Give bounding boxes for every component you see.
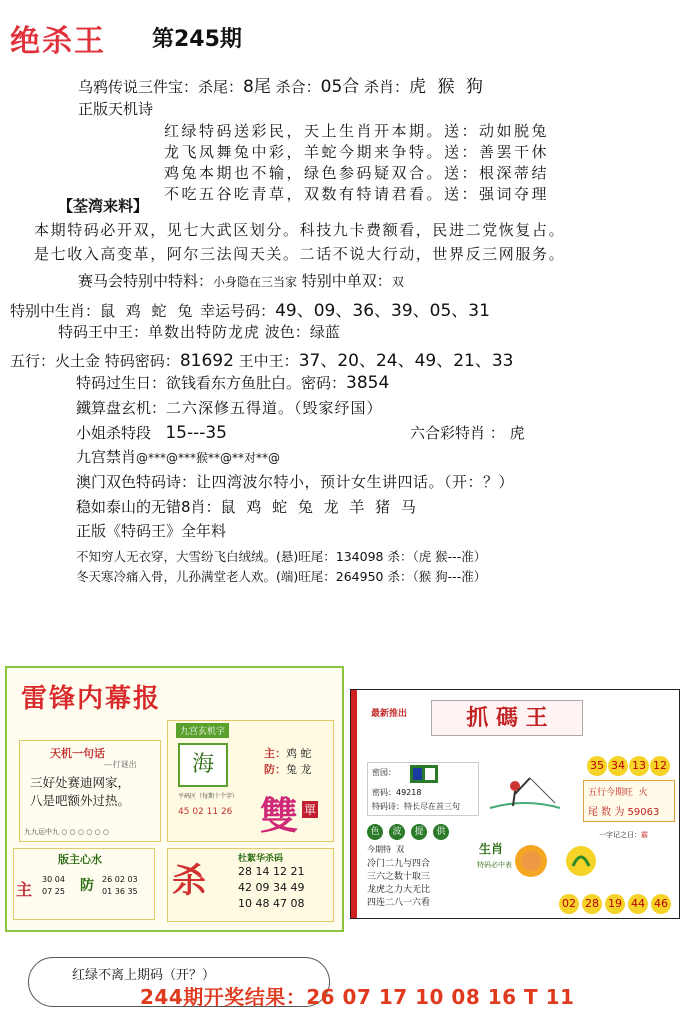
bottom-ball: 19 <box>605 894 625 914</box>
leifeng-title: 雷锋内幕报 <box>21 684 162 714</box>
banzhu-box <box>13 848 155 920</box>
shaxiao-row: 10 48 47 08 <box>238 897 305 910</box>
flag-icon <box>410 765 438 783</box>
bottom-ball: 02 <box>559 894 579 914</box>
mima2-value: 49218 <box>396 788 422 797</box>
kill-xiao-label: 杀肖： <box>359 78 410 96</box>
bottom-line: 冬天寒冷痛入骨，儿孙满堂老人欢。(端)旺尾：264950 杀：（猴 狗---准） <box>76 569 487 584</box>
jiugong-title: 九宫玄机字 <box>176 723 229 738</box>
lingqi-label: 今期特 <box>367 845 391 854</box>
tag-chip: 色 <box>367 824 383 840</box>
saima-hint: 小身隐在三当家 <box>213 275 298 289</box>
leifeng-panel <box>5 666 344 932</box>
row-zhengban: 正版《特码王》全年料 <box>76 522 227 540</box>
guosheng-value: 欲钱看东方鱼肚白。 <box>166 374 302 392</box>
yizi-value: 霸 <box>641 831 648 839</box>
hai-char: 海 <box>178 743 228 787</box>
wzw-label: 王中王： <box>233 352 299 370</box>
zodiac-icon <box>501 836 561 886</box>
tianji-box <box>19 740 161 842</box>
row-wuxing <box>10 346 513 371</box>
wxw-row <box>588 785 648 798</box>
fang2-char: 防 <box>80 878 94 894</box>
bottom-ball: 44 <box>628 894 648 914</box>
wsw-label: 尾 数 为 <box>588 807 625 818</box>
para-line: 是七收入高变革，阿尔三法闯天关。二话不说大行动，世界反三网服务。 <box>34 245 566 263</box>
zmw-poem-line: 龙虎之力大无比 <box>367 885 431 895</box>
grid1-row: 30 04 <box>42 875 65 884</box>
zhu2-char: 主 <box>16 880 33 899</box>
aomen-value: 让四湾波尔特小，预计女生讲四话。（开：？） <box>196 473 515 491</box>
row-xiaojie <box>76 422 227 443</box>
cloud-text: 红绿不离上期码（开？） <box>72 968 216 983</box>
shengxiao-label: 特别中生肖： <box>10 302 101 320</box>
fisherman-icon <box>485 768 565 818</box>
red-stripe <box>351 690 357 918</box>
tiesuan-value: 二六深修五得道。（毁家纾国） <box>166 399 383 417</box>
danshuang: 双 <box>391 275 404 289</box>
wxw-value: 火 <box>638 788 648 798</box>
xiaojie-value: 15---35 <box>165 423 227 443</box>
wuya-line <box>78 72 486 97</box>
tmsh-row <box>372 801 460 812</box>
row-tmw <box>58 321 340 342</box>
bose-label: 波色： <box>260 323 310 341</box>
yizi-row <box>599 830 648 840</box>
poem-line: 不吃五谷吃青草，双数有特请君看。送：强词夺理 <box>164 185 550 203</box>
lingqi-row <box>367 844 404 855</box>
row-shengxiao <box>10 296 490 321</box>
mima-box <box>367 762 479 816</box>
dan-char: 單 <box>304 803 317 817</box>
tianji-sub: ---打谜出 <box>104 760 137 769</box>
kill-tail: 8尾 <box>243 77 271 97</box>
pingqu-nums: 45 02 11 26 <box>178 807 233 817</box>
tag-chip: 供 <box>433 824 449 840</box>
row-wenru <box>76 496 419 517</box>
mima2-label: 密码： <box>372 788 396 797</box>
fang-label: 防： <box>264 763 286 776</box>
wuxing-box <box>583 780 675 822</box>
jiugong-label: 九宫禁肖 <box>76 448 137 466</box>
poem-line: 龙飞凤舞兔中彩，羊蛇今期来争特。送：善罢干休 <box>164 143 550 161</box>
top-ball: 34 <box>608 756 628 776</box>
shaxiao-box <box>167 848 334 922</box>
saima-label: 赛马会特别中特料： <box>78 272 214 290</box>
liuhe <box>410 422 525 443</box>
jiugong-box <box>167 720 334 842</box>
mm-value: 3854 <box>346 373 390 393</box>
mima2-row <box>372 787 421 798</box>
wzw-value: 37、20、24、49、21、33 <box>298 351 514 371</box>
bottom-line: 不知穷人无衣穿，大雪纷飞白绒绒。(悬)旺尾：134098 杀：（虎 猴---准） <box>76 549 487 564</box>
section-tag: 【荃湾来料】 <box>58 197 149 215</box>
zhu-row <box>264 745 312 761</box>
zmw-poem-line: 四连二八一六看 <box>367 898 431 908</box>
grid2-row: 01 36 35 <box>102 887 138 896</box>
row-tiesuan <box>76 397 383 418</box>
top-ball: 12 <box>650 756 670 776</box>
guosheng-label: 特码过生日： <box>76 374 167 392</box>
yizi-label: 一字记之日： <box>599 831 641 839</box>
row-aomen <box>76 471 514 492</box>
fang-value: 兔 龙 <box>286 763 312 776</box>
fang-row <box>264 761 312 777</box>
wuxing-label: 五行： <box>10 352 56 370</box>
draw-result: 244期开奖结果：26 07 17 10 08 16 T 11 <box>140 985 575 1009</box>
wuya-label: 乌鸦传说三件宝：杀尾： <box>78 78 244 96</box>
lucky-numbers: 49、09、36、39、05、31 <box>275 301 490 321</box>
shengxiao-v: 生肖 <box>479 842 504 856</box>
shaxiao-title: 杜絮华杀码 <box>238 854 284 864</box>
logo-title: 绝杀王 <box>10 24 106 59</box>
wenru-value: 鼠 鸡 蛇 兔 龙 羊 猪 马 <box>220 498 419 516</box>
zmw-poem-line: 冷门二九与四合 <box>367 859 431 869</box>
liuhe-value: 虎 <box>509 424 525 442</box>
mima-value: 81692 <box>179 351 234 371</box>
wsw-row <box>588 803 659 818</box>
row-guosheng <box>76 372 389 393</box>
wenru-label: 稳如泰山的无错8肖： <box>76 498 221 516</box>
tianji-title: 天机一句话 <box>50 747 105 760</box>
row-saima <box>78 270 404 291</box>
tianji-text: 三好处赛迪网家， <box>30 775 131 790</box>
tmw-label: 特码王中王： <box>58 323 149 341</box>
shengxiao-value: 鼠 鸡 蛇 兔 <box>100 302 196 320</box>
issue-number: 第245期 <box>152 27 242 52</box>
sha-char: 杀 <box>172 861 206 901</box>
zmw-poem-line: 三六之数十取三 <box>367 872 431 882</box>
zmw-badge: 最新推出 <box>371 709 408 719</box>
zmw-title: 抓 碼 王 <box>431 700 583 736</box>
xiaojie-label: 小姐杀特段 <box>76 424 152 442</box>
top-ball: 35 <box>587 756 607 776</box>
wxw-label: 五行今期旺 <box>588 788 634 798</box>
wuxing-value: 火土金 <box>55 352 101 370</box>
para-line: 本期特码必开双，见七大武区划分。科技九卡费额看，民进二党恢复占。 <box>34 221 566 239</box>
tmw-value: 单数出特防龙虎 <box>148 323 261 341</box>
bose-value: 绿蓝 <box>309 323 340 341</box>
jiugong-value: @***@***猴**@**对**@ <box>136 451 281 465</box>
bottom-ball: 46 <box>651 894 671 914</box>
zhu-label: 主： <box>264 747 286 760</box>
zhuamawang-panel <box>350 689 680 919</box>
poem-line: 鸡兔本期也不输，绿色参码疑双合。送：根深蒂结 <box>164 164 550 182</box>
bottom-ball: 28 <box>582 894 602 914</box>
zmw-poem <box>367 858 430 910</box>
pingqu-label: 平码区（每期十个字） <box>178 793 239 800</box>
tianji-text: 八是吧额外过热。 <box>30 793 131 808</box>
lingqi-value: 双 <box>396 845 405 854</box>
snake-icon <box>561 836 601 886</box>
danshuang-label: 特别中单双： <box>297 272 392 290</box>
tiesuan-label: 鐵算盘玄机： <box>76 399 167 417</box>
kill-he: 05合 <box>320 77 360 97</box>
wsw-value: 59063 <box>627 807 660 818</box>
shaxiao-row: 28 14 12 21 <box>238 865 305 878</box>
banzhu-title: 版主心水 <box>58 853 102 866</box>
tmsh-value: 特长尽在首三句 <box>404 802 460 811</box>
kill-xiao: 虎 猴 狗 <box>409 77 486 97</box>
tag-chip: 提 <box>411 824 427 840</box>
mima-label: 密园： <box>372 768 396 777</box>
tag-chip: 波 <box>389 824 405 840</box>
mima-label: 特码密码： <box>100 352 180 370</box>
shuang-char: 雙 <box>260 794 299 838</box>
tags-row <box>367 824 449 840</box>
top-ball: 13 <box>629 756 649 776</box>
mm-label: 密码： <box>301 374 347 392</box>
liuhe-label: 六合彩特肖 ： <box>410 424 505 442</box>
tmsh-label: 特码诗： <box>372 802 404 811</box>
row-jiugong <box>76 446 280 467</box>
poem-line: 红绿特码送彩民，天上生肖开本期。送：动如脱兔 <box>164 122 550 140</box>
zhu-value: 鸡 蛇 <box>286 747 312 760</box>
shaxiao-row: 42 09 34 49 <box>238 881 305 894</box>
poem-title: 正版天机诗 <box>78 100 154 118</box>
aomen-label: 澳门双色特码诗： <box>76 473 197 491</box>
grid1-row: 07 25 <box>42 887 65 896</box>
grid2-row: 26 02 03 <box>102 875 138 884</box>
tm-v: 特码必中表 <box>477 861 512 869</box>
lucky-label: 幸运号码： <box>195 302 276 320</box>
kill-he-label: 杀合： <box>270 78 321 96</box>
tianji-small: 九九运中九 ○ ○ ○ ○ ○ ○ <box>24 828 109 836</box>
